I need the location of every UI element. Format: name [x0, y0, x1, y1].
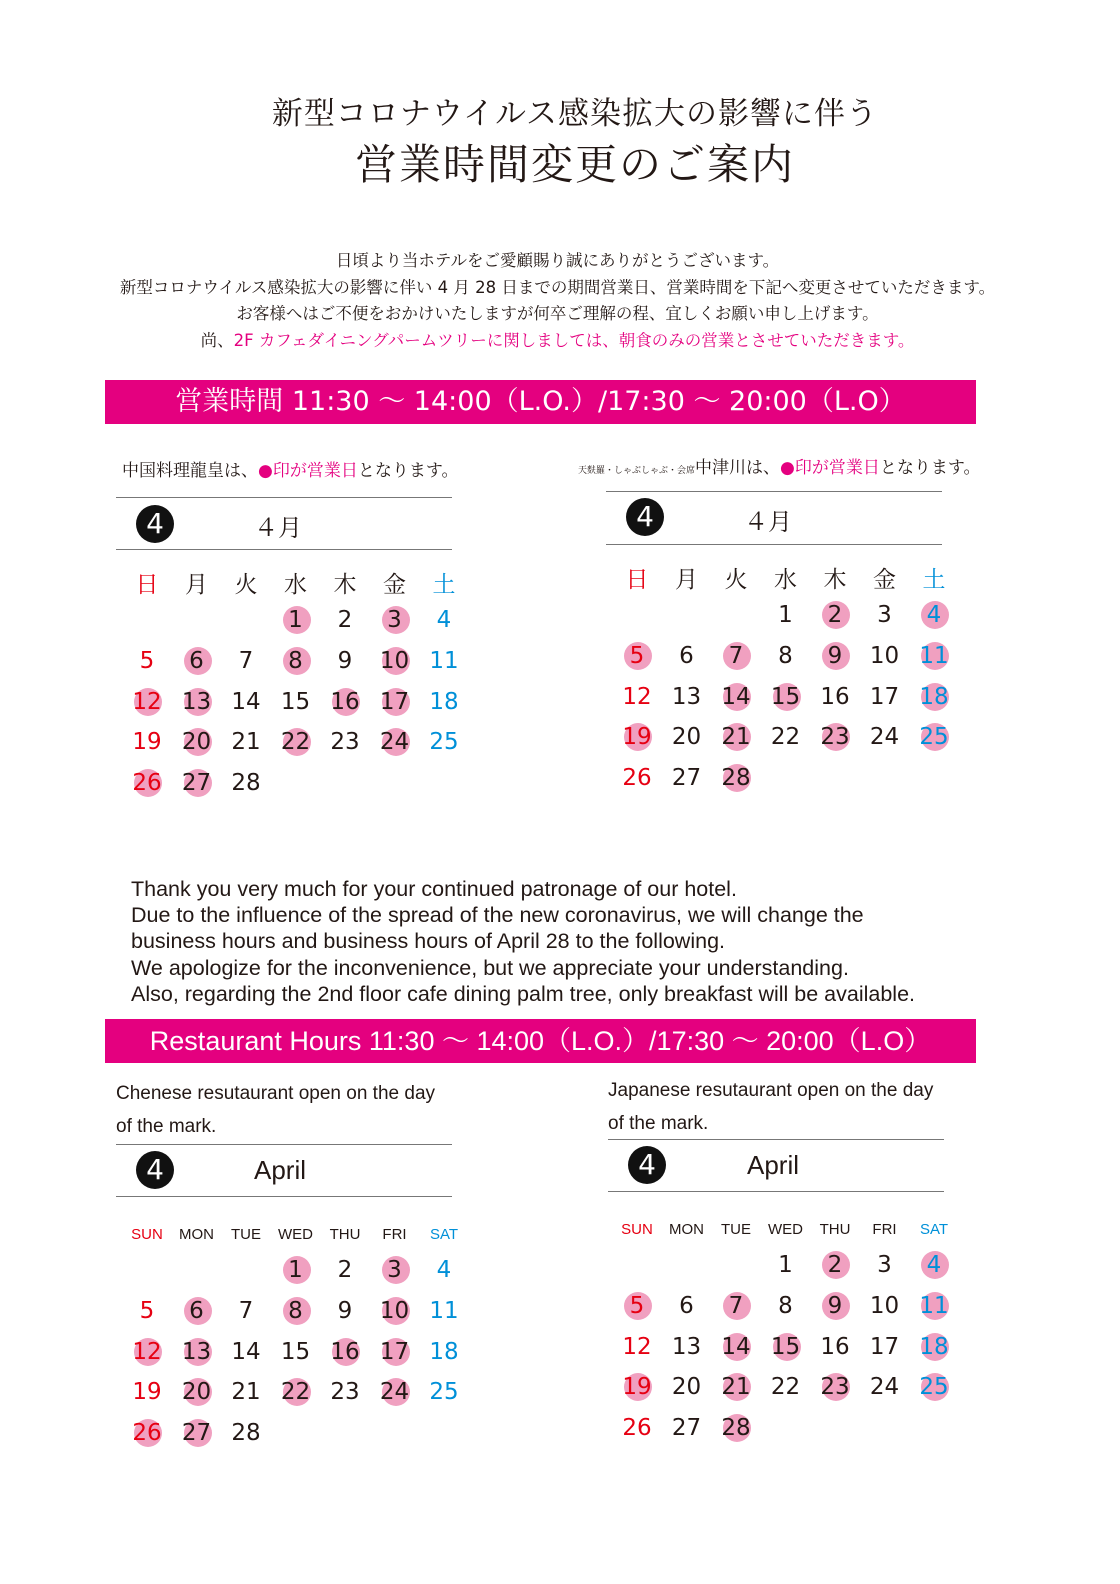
calendar-day-open: 8	[271, 644, 321, 678]
weekday-header: 金	[383, 572, 406, 598]
calendar-day: 17	[869, 683, 900, 710]
calendar-day: 26	[622, 765, 652, 792]
weekday-header: 土	[922, 567, 946, 593]
calendar-day-open: 14	[711, 1330, 761, 1364]
note-prefix: 中国料理龍皇は、	[122, 461, 258, 481]
calendar-day-open: 3	[370, 1253, 420, 1287]
calendar-day-open: 11	[909, 639, 959, 673]
weekday-header: 火	[724, 567, 748, 593]
weekday-header: 日	[135, 572, 159, 598]
english-line: We apologize for the inconvenience, but we appreciate your understanding.	[131, 955, 849, 980]
weekday-header: 金	[873, 567, 896, 593]
calendar-day-open: 20	[172, 1375, 222, 1409]
calendar-day: 3	[877, 1252, 892, 1278]
calendar-day-open: 5	[612, 639, 662, 673]
calendar-day-open: 10	[370, 644, 420, 678]
calendar-day-open: 9	[810, 639, 860, 673]
calendar-day-open: 23	[810, 1370, 860, 1404]
calendar-day: 27	[671, 1415, 702, 1442]
calendar-day: 21	[231, 1379, 261, 1406]
calendar-day-open: 10	[370, 1294, 420, 1328]
weekday-header: THU	[819, 1221, 851, 1238]
calendar-day-open: 12	[122, 1335, 172, 1369]
calendar-day: 2	[337, 1257, 353, 1283]
calendar-day-open: 20	[172, 725, 222, 759]
note-suffix: となります。	[357, 461, 459, 481]
divider	[116, 1144, 452, 1145]
month-number-badge: 4	[136, 1151, 174, 1189]
japanese-restaurant-note-en	[608, 1074, 933, 1140]
calendar-day-open: 2	[810, 598, 860, 632]
calendar-day: 23	[330, 729, 360, 756]
weekday-header: MON	[669, 1221, 704, 1238]
calendar-day: 8	[778, 1292, 793, 1319]
divider	[116, 1196, 452, 1197]
calendar-day-open: 22	[271, 1375, 321, 1409]
calendar-day: 6	[679, 1292, 694, 1319]
calendar-day-open: 16	[320, 1335, 370, 1369]
calendar-day-open: 26	[122, 1416, 172, 1450]
divider	[116, 549, 452, 550]
calendar-day: 23	[330, 1379, 360, 1406]
divider	[606, 491, 942, 492]
calendar-day-open: 12	[122, 685, 172, 719]
calendar-day: 21	[231, 729, 261, 756]
calendar-day: 13	[671, 683, 702, 710]
calendar-day: 6	[679, 642, 694, 669]
weekday-header: SUN	[621, 1221, 653, 1238]
calendar-day: 1	[778, 602, 793, 628]
calendar-day: 15	[280, 1338, 311, 1365]
english-line: Due to the influence of the spread of the new coronavirus, we will change the	[131, 903, 864, 928]
calendar-day-open: 16	[320, 685, 370, 719]
weekday-header: WED	[768, 1221, 803, 1238]
chinese-restaurant-note-jp	[122, 456, 458, 481]
english-line: Thank you very much for your continued patronage of our hotel.	[131, 877, 737, 901]
calendar-day-open: 19	[612, 720, 662, 754]
intro-line-3: お客様へはご不便をおかけいたしますが何卒ご理解の程、宜しくお願い申し上げます。	[236, 304, 879, 323]
month-number-badge: 4	[136, 505, 174, 543]
calendar-day-open: 27	[172, 1416, 222, 1450]
calendar-day-open: 25	[909, 1370, 959, 1404]
note-line-2: of the mark.	[116, 1116, 217, 1137]
calendar-day-open: 15	[761, 680, 811, 714]
calendar-day-open: 25	[909, 720, 959, 754]
calendar-day: 16	[820, 1333, 850, 1360]
calendar-day: 19	[132, 729, 162, 756]
weekday-header: SAT	[919, 1221, 949, 1238]
calendar-day-open: 22	[271, 725, 321, 759]
calendar-day-open: 8	[271, 1294, 321, 1328]
calendar-day: 4	[436, 607, 452, 633]
calendar-day: 10	[869, 1292, 900, 1319]
calendar-day: 4	[436, 1257, 452, 1283]
calendar-day-open: 1	[271, 603, 321, 637]
calendar-day: 3	[877, 602, 892, 628]
calendar-day-open: 19	[612, 1370, 662, 1404]
calendar-day-open: 3	[370, 603, 420, 637]
calendar-day: 20	[671, 724, 702, 751]
weekday-header: 水	[774, 567, 797, 593]
calendar-day-open: 17	[370, 685, 420, 719]
calendar-day-open: 6	[172, 1294, 222, 1328]
intro-line-2: 新型コロナウイルス感染拡大の影響に伴い 4 月 28 日までの期間営業日、営業時間を下記へ変更させていただきます。	[119, 278, 996, 297]
calendar-day-open: 21	[711, 1370, 761, 1404]
note-line-2: of the mark.	[608, 1113, 709, 1134]
calendar-day: 25	[429, 729, 459, 756]
calendar-day: 22	[770, 1374, 801, 1401]
calendar-day-open: 9	[810, 1289, 860, 1323]
divider	[116, 497, 452, 498]
intro-line-1: 日頃より当ホテルをご愛顧賜り誠にありがとうございます。	[335, 251, 780, 270]
weekday-header: THU	[329, 1226, 361, 1243]
calendar-day: 20	[671, 1374, 702, 1401]
note-prefix: 中津川は、	[695, 458, 781, 478]
calendar-day-open: 11	[909, 1289, 959, 1323]
calendar-day: 8	[778, 642, 793, 669]
weekday-header: WED	[278, 1226, 313, 1243]
calendar-day: 9	[337, 647, 353, 674]
weekday-header: 日	[625, 567, 649, 593]
notice-subtitle: 新型コロナウイルス感染拡大の影響に伴う	[271, 96, 879, 132]
calendar-day: 11	[429, 1297, 459, 1324]
calendar-day-open: 4	[909, 1248, 959, 1282]
calendar-day: 13	[671, 1333, 702, 1360]
calendar-day-open: 27	[172, 766, 222, 800]
calendar-day: 7	[238, 647, 254, 674]
calendar-day: 5	[139, 647, 155, 674]
calendar-day: 27	[671, 765, 702, 792]
calendar-day: 19	[132, 1379, 162, 1406]
note-suffix: となります。	[879, 458, 981, 478]
calendar-day: 18	[429, 688, 459, 715]
calendar-day-open: 2	[810, 1248, 860, 1282]
month-number-badge: 4	[626, 498, 664, 536]
calendar-day: 5	[139, 1297, 155, 1324]
japanese-restaurant-note-jp	[578, 453, 981, 478]
calendar-day: 12	[622, 683, 652, 710]
chinese-restaurant-note-en	[116, 1077, 435, 1143]
calendar-day-open: 6	[172, 644, 222, 678]
calendar-day: 17	[869, 1333, 900, 1360]
calendar-day: 18	[429, 1338, 459, 1365]
note-line-1: Chenese resutaurant open on the day	[116, 1083, 436, 1104]
calendar-day: 22	[770, 724, 801, 751]
business-hours-band-jp: 営業時間 11:30 ～ 14:00（L.O.）/17:30 ～ 20:00（L.O）	[105, 380, 976, 424]
calendar-day-open: 18	[909, 680, 959, 714]
calendar-day-open: 24	[370, 1375, 420, 1409]
calendar-day-open: 18	[909, 1330, 959, 1364]
weekday-header: SAT	[429, 1226, 459, 1243]
note-mark: ●印が営業日	[780, 458, 880, 478]
calendar-day-open: 5	[612, 1289, 662, 1323]
month-label: ４月	[254, 514, 302, 542]
calendar-day-open: 28	[711, 1411, 761, 1445]
weekday-header: 木	[333, 572, 357, 598]
weekday-header: TUE	[231, 1226, 261, 1243]
weekday-header: 木	[823, 567, 847, 593]
intro-line-4	[0, 327, 1115, 351]
calendar-day-open: 15	[761, 1330, 811, 1364]
intro-line-4-highlight: 2F カフェダイニングパームツリーに関しましては、朝食のみの営業とさせていただきます。	[233, 331, 915, 350]
divider	[606, 544, 942, 545]
english-message	[131, 876, 915, 1007]
calendar-day: 1	[778, 1252, 793, 1278]
calendar-day-open: 14	[711, 680, 761, 714]
weekday-header: 月	[185, 572, 208, 598]
divider	[608, 1139, 944, 1140]
calendar-day: 9	[337, 1297, 353, 1324]
weekday-header: 土	[432, 572, 456, 598]
calendar-day-open: 24	[370, 725, 420, 759]
calendar-day: 24	[869, 1374, 900, 1401]
calendar-day: 16	[820, 683, 850, 710]
calendar-day: 12	[622, 1333, 652, 1360]
business-hours-band-en: Restaurant Hours 11:30 ～ 14:00（L.O.）/17:30 ～ 20:00（L.O）	[105, 1019, 976, 1063]
calendar-day-open: 1	[271, 1253, 321, 1287]
month-label: April	[254, 1155, 307, 1185]
calendar-day: 14	[231, 688, 261, 715]
calendar-day-open: 21	[711, 720, 761, 754]
calendar-day: 10	[869, 642, 900, 669]
weekday-header: TUE	[721, 1221, 751, 1238]
weekday-header: MON	[179, 1226, 214, 1243]
month-label: ４月	[744, 508, 792, 536]
weekday-header: 水	[284, 572, 307, 598]
calendar-day-open: 26	[122, 766, 172, 800]
calendar-day-open: 13	[172, 685, 222, 719]
weekday-header: 火	[234, 572, 258, 598]
calendar-day: 2	[337, 607, 353, 633]
calendar-day-open: 4	[909, 598, 959, 632]
divider	[608, 1191, 944, 1192]
calendar-day: 11	[429, 647, 459, 674]
english-line: Also, regarding the 2nd floor cafe dining palm tree, only breakfast will be available.	[131, 981, 916, 1006]
calendar-day: 14	[231, 1338, 261, 1365]
calendar-day-open: 28	[711, 761, 761, 795]
note-small: 天麩羅・しゃぶしゃぶ・会席	[578, 466, 696, 476]
calendar-day: 24	[869, 724, 900, 751]
weekday-header: FRI	[382, 1226, 407, 1243]
month-number-badge: 4	[628, 1146, 666, 1184]
calendar-day-open: 7	[711, 639, 761, 673]
month-label: April	[747, 1150, 800, 1180]
weekday-header: 月	[675, 567, 698, 593]
calendar-day-open: 7	[711, 1289, 761, 1323]
calendar-day-open: 17	[370, 1335, 420, 1369]
calendar-day: 28	[231, 770, 261, 797]
calendar-day-open: 23	[810, 720, 860, 754]
weekday-header: SUN	[131, 1226, 163, 1243]
notice-title: 営業時間変更のご案内	[354, 140, 795, 189]
calendar-day: 15	[280, 688, 311, 715]
calendar-day: 7	[238, 1297, 254, 1324]
note-mark: ●印が営業日	[258, 461, 358, 481]
note-line-1: Japanese resutaurant open on the day	[608, 1080, 934, 1101]
calendar-day: 26	[622, 1415, 652, 1442]
calendar-day: 28	[231, 1420, 261, 1447]
weekday-header: FRI	[872, 1221, 897, 1238]
calendar-day-open: 13	[172, 1335, 222, 1369]
english-line: business hours and business hours of April 28 to the following.	[131, 929, 726, 954]
intro-line-4-prefix: 尚、	[200, 331, 234, 350]
calendar-day: 25	[429, 1379, 459, 1406]
